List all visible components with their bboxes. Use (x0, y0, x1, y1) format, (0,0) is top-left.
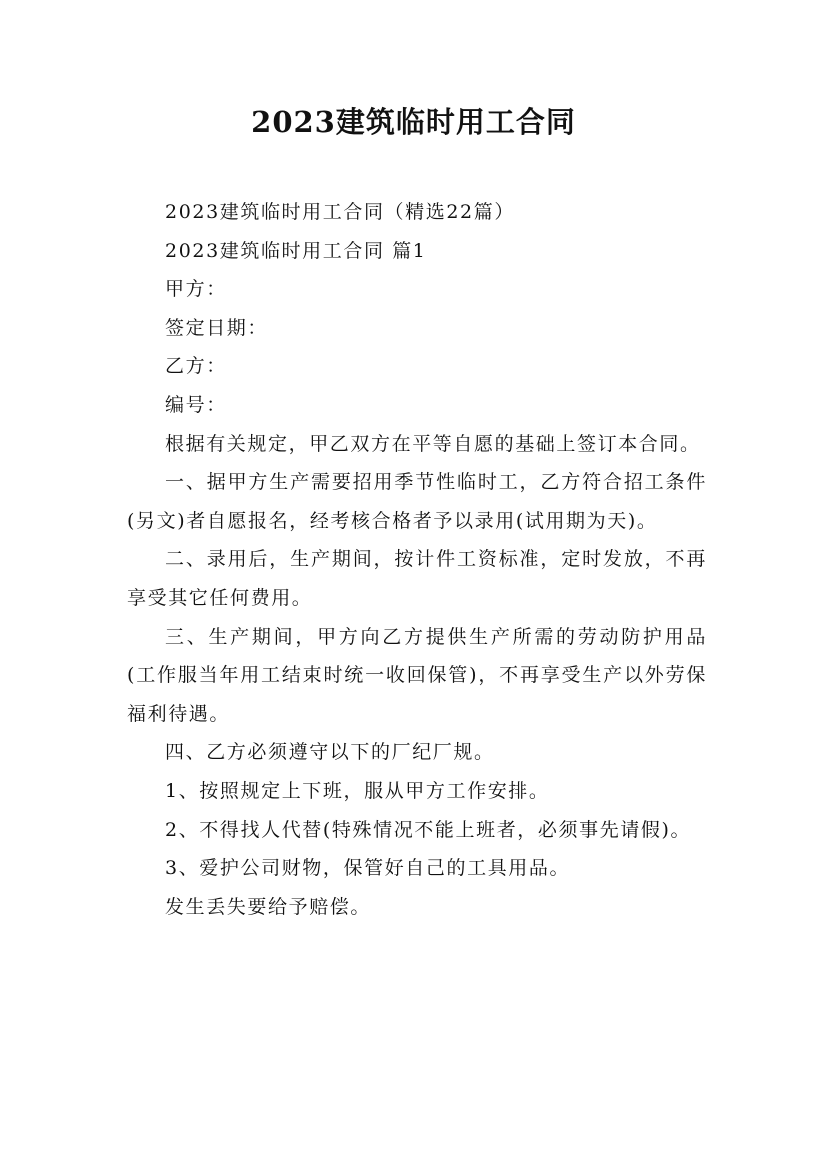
paragraph-rule-2: 2、不得找人代替(特殊情况不能上班者，必须事先请假)。 (165, 818, 692, 841)
document-title: 2023建筑临时用工合同 (251, 105, 576, 139)
paragraph-party-b: 乙方： (165, 355, 227, 378)
paragraph-clause-2: 二、录用后，生产期间，按计件工资标准，定时发放，不再享受其它任何费用。 (127, 548, 707, 609)
paragraph-clause-1: 一、据甲方生产需要招用季节性临时工，乙方符合招工条件(另文)者自愿报名，经考核合格者予以录用(试用期为天)。 (127, 471, 707, 532)
paragraph-section-heading: 2023建筑临时用工合同 篇1 (165, 239, 427, 262)
paragraph-sign-date: 签定日期： (165, 316, 269, 339)
paragraph-clause-3: 三、生产期间，甲方向乙方提供生产所需的劳动防护用品(工作服当年用工结束时统一收回保管)，不再享受生产以外劳保福利待遇。 (127, 625, 707, 725)
paragraph-preamble: 根据有关规定，甲乙双方在平等自愿的基础上签订本合同。 (165, 432, 701, 455)
paragraph-rule-3-cont: 发生丢失要给予赔偿。 (165, 895, 372, 918)
paragraph-clause-4: 四、乙方必须遵守以下的厂纪厂规。 (165, 741, 495, 764)
paragraph-party-a: 甲方： (165, 278, 227, 301)
paragraph-number: 编号： (165, 393, 227, 416)
paragraph-rule-3: 3、爱护公司财物，保管好自己的工具用品。 (165, 857, 571, 880)
document-body (127, 193, 707, 926)
paragraph-rule-1: 1、按照规定上下班，服从甲方工作安排。 (165, 779, 550, 802)
paragraph-subtitle: 2023建筑临时用工合同（精选22篇） (165, 201, 515, 223)
